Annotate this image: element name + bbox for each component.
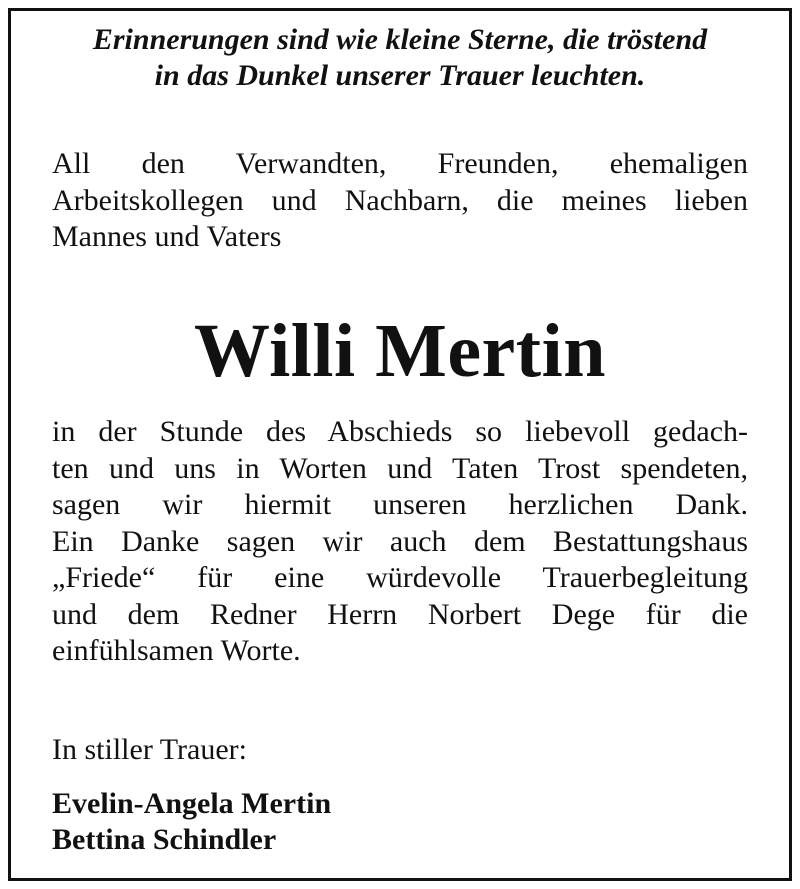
thanks-line-7: einfühlsamen Worte. [52, 634, 301, 667]
signer-name: Evelin-Angela Mertin [52, 787, 332, 820]
intro-line-1: All den Verwandten, Freunden, ehemaligen [52, 147, 748, 180]
thanks-line-5: „Friede“ für eine würdevolle Trauerbegleitung [52, 561, 748, 594]
thanks-line-1: in der Stunde des Abschieds so liebevoll gedach- [52, 415, 748, 448]
signer-name: Bettina Schindler [52, 823, 277, 856]
deceased-name: Willi Mertin [194, 309, 606, 393]
thanks-line-4: Ein Danke sagen wir auch dem Bestattungshaus [52, 524, 748, 558]
intro-line-3: Mannes und Vaters [52, 220, 282, 253]
intro-paragraph [52, 146, 748, 256]
motto-line-1: Erinnerungen sind wie kleine Sterne, die tröstend [92, 23, 708, 56]
motto-quote [40, 22, 760, 94]
thanks-paragraph [52, 414, 748, 670]
closing-phrase: In stiller Trauer: [52, 733, 247, 766]
motto-line-2: in das Dunkel unserer Trauer leuchten. [154, 59, 646, 92]
thanks-line-2: ten und uns in Worten und Taten Trost spendeten, [52, 451, 748, 485]
thanks-line-6: und dem Redner Herrn Norbert Dege für die [52, 597, 748, 631]
thanks-line-3: sagen wir hiermit unseren herzlichen Dank. [52, 488, 748, 521]
intro-line-2: Arbeitskollegen und Nachbarn, die meines lieben [52, 183, 748, 217]
signers-list [52, 786, 331, 858]
